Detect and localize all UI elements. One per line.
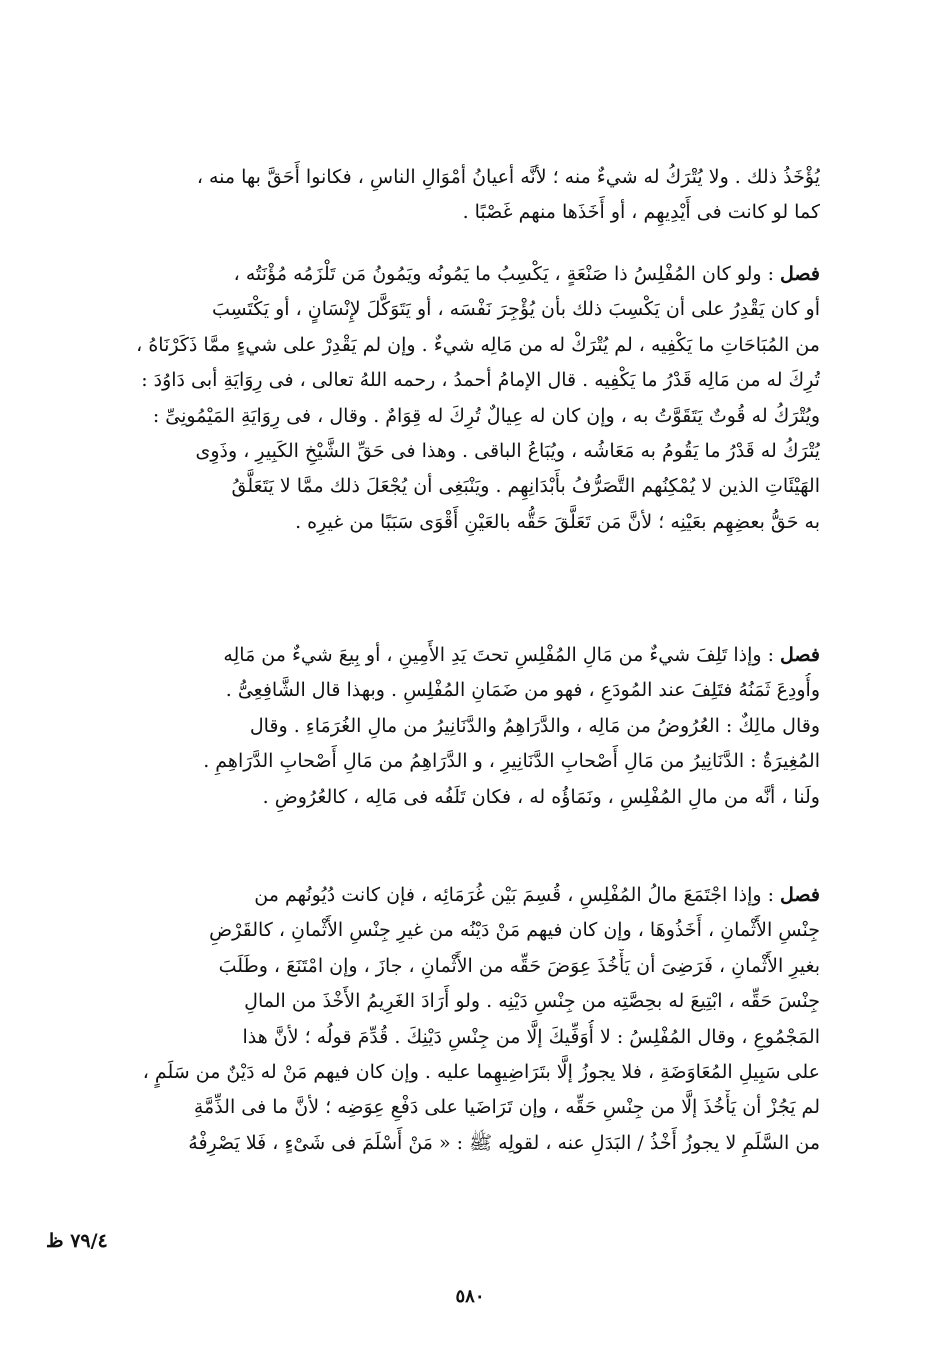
- paragraph-continuation: [122, 160, 820, 231]
- text-line: من المُبَاحَاتِ ما يَكْفِيه ، لم يُتْرَكْ له من مَالِه شيءٌ . وإن لم يَقْدِرْ على شيءٍ ممَّا ذَكَرْنَاهُ ،: [136, 333, 820, 356]
- text-line: المُغِيرَةُ : الدَّنَانِيرُ من مَالِ أَصْحابِ الدَّنَانِيرِ ، و الدَّرَاهِمُ من مَالِ أَصْحابِ الدَّرَاهِمِ .: [203, 750, 820, 773]
- text-line: المَجْمُوعِ ، وقال المُفْلِسُ : لا أُوَفِّيكَ إلَّا من جِنْسِ دَيْنِكَ . قُدِّمَ قولُه ؛ لأنَّ هذا: [242, 1025, 820, 1048]
- page-number: ٥٨٠: [455, 1286, 485, 1307]
- manuscript-margin-reference: ٧٩/٤ ظ: [46, 1230, 108, 1252]
- text-line: يُؤْخَذُ ذلك . ولا يُتْرَكُ له شيءٌ منه ؛ لأنَّه أعيانُ أمْوَالِ الناسِ ، فكانوا أَحَقَّ بها منه ،: [196, 166, 820, 188]
- section-heading: فصل: [780, 644, 820, 666]
- text-line: وأُودِعَ ثَمَنُهُ فتَلِفَ عند المُودَعِ ، فهو من ضَمَانِ المُفْلِسِ . وبهذا قال الشَّافِعِىُّ .: [225, 679, 820, 702]
- text-line: وقال مالِكٌ : العُرُوضُ من مَالِه ، والدَّرَاهِمُ والدَّنَانِيرُ من مالِ الغُرَمَاءِ . وقال: [249, 714, 820, 737]
- text-line: به حَقُّ بعضِهِم بعَيْنِه ؛ لأنَّ مَن تَعَلَّقَ حَقُّه بالعَيْنِ أَقْوَى سَبَبًا من غيرِه .: [295, 510, 820, 533]
- text-fragment: : وإذا تَلِفَ شيءٌ من مَالِ المُفْلِسِ تحتَ يَدِ الأَمِينِ ، أو بِيعَ شيءٌ من مَالِه: [223, 644, 774, 666]
- text-line: على سَبِيلِ المُعَاوَضَةِ ، فلا يجوزُ إلَّا بتَرَاضِيهِما عليه . وإن كان فيهم مَنْ له دَيْنٌ من سَلَمٍ ،: [142, 1060, 820, 1083]
- text-line: ولَنا ، أنَّه من مالِ المُفْلِسِ ، ونَمَاؤُه له ، فكان تَلَفُه فى مَالِه ، كالعُرُوضِ .: [262, 785, 820, 808]
- text-line: كما لو كانت فى أَيْدِيهِم ، أو أَخَذَها منهم غَصْبًا .: [462, 201, 820, 224]
- text-line: [122, 257, 820, 292]
- text-line: جِنْسِ الأَثْمانِ ، أَخَذُوهَا ، وإن كان فيهم مَنْ دَيْنُه من غيرِ جِنْسِ الأَثْمانِ ، كالقَرْضِ: [209, 919, 820, 942]
- text-line: جِنْسَ حَقِّه ، ابْتِيعَ له بحِصَّتِه من جِنْسِ دَيْنِه . ولو أَرَادَ الغَرِيمُ الأَخْذَ من المالِ: [244, 990, 820, 1013]
- text-line: يُتْرَكُ له قَدْرُ ما يَقُومُ به مَعَاشُه ، ويُبَاعُ الباقى . وهذا فى حَقِّ الشَّيْخِ الكَبِيرِ ، وذَوِى: [195, 439, 820, 462]
- text-line: [122, 878, 820, 913]
- text-line: من السَّلَمِ لا يجوزُ أَخْذُ / البَدَلِ عنه ، لقولِه ﷺ : « مَنْ أَسْلَمَ فى شَىْءٍ ، فَلا يَصْرِفْهُ: [188, 1131, 820, 1154]
- text-line: لم يَجُزْ أن يَأْخُذَ إلَّا من جِنْسِ حَقِّه ، وإن تَرَاضَيا على دَفْعِ عِوَضِه ؛ لأنَّ ما فى الذِّمَّةِ: [193, 1096, 820, 1119]
- text-line: أو كان يَقْدِرُ على أن يَكْسِبَ ذلك بأن يُؤْجِرَ نَفْسَه ، أو يَتَوَكَّلَ لإِنْسَانٍ ، أو يَكْتَسِبَ: [211, 298, 820, 321]
- text-line: بغيرِ الأَثْمانِ ، فَرَضِىَ أن يَأْخُذَ عِوَضَ حَقِّه من الأَثْمانِ ، جازَ ، وإن امْتَنَعَ ، وطَلَبَ: [218, 954, 820, 977]
- paragraph-fasl-division: [122, 878, 820, 1161]
- text-fragment: : ولو كان المُفْلِسُ ذا صَنْعَةٍ ، يَكْسِبُ ما يَمُونُه ويَمُونُ مَن تَلْزَمُه مُؤْنَتُه ،: [233, 263, 774, 285]
- text-line: [122, 638, 820, 673]
- text-line: الهَيْئَاتِ الذين لا يُمْكِنُهم التَّصَرُّفُ بأَبْدَانِهِم . ويَنْبَغِى أن يُجْعَلَ ذلك ممَّا لا يَتَعَلَّقُ: [231, 475, 820, 498]
- text-line: ويُتْرَكُ له قُوتٌ يَتَقَوَّتُ به ، وإن كان له عِيالٌ تُرِكَ له قِوَامٌ . وقال ، فى رِوَايَةِ المَيْمُونِىِّ :: [152, 404, 820, 427]
- paragraph-fasl-bankrupt-earnings: [122, 257, 820, 540]
- section-heading: فصل: [780, 884, 820, 906]
- section-heading: فصل: [780, 263, 820, 285]
- paragraph-fasl-lost-property: [122, 638, 820, 815]
- text-fragment: : وإذا اجْتَمَعَ مالُ المُفْلِسِ ، قُسِمَ بَيْن غُرَمَائِه ، فإن كانت دُيُونُهم من: [254, 884, 774, 906]
- text-line: تُرِكَ له من مَالِه قَدْرُ ما يَكْفِيه . قال الإمامُ أحمدُ ، رحمه اللهُ تعالى ، فى رِوَايَةِ أبى دَاوُدَ :: [141, 369, 820, 392]
